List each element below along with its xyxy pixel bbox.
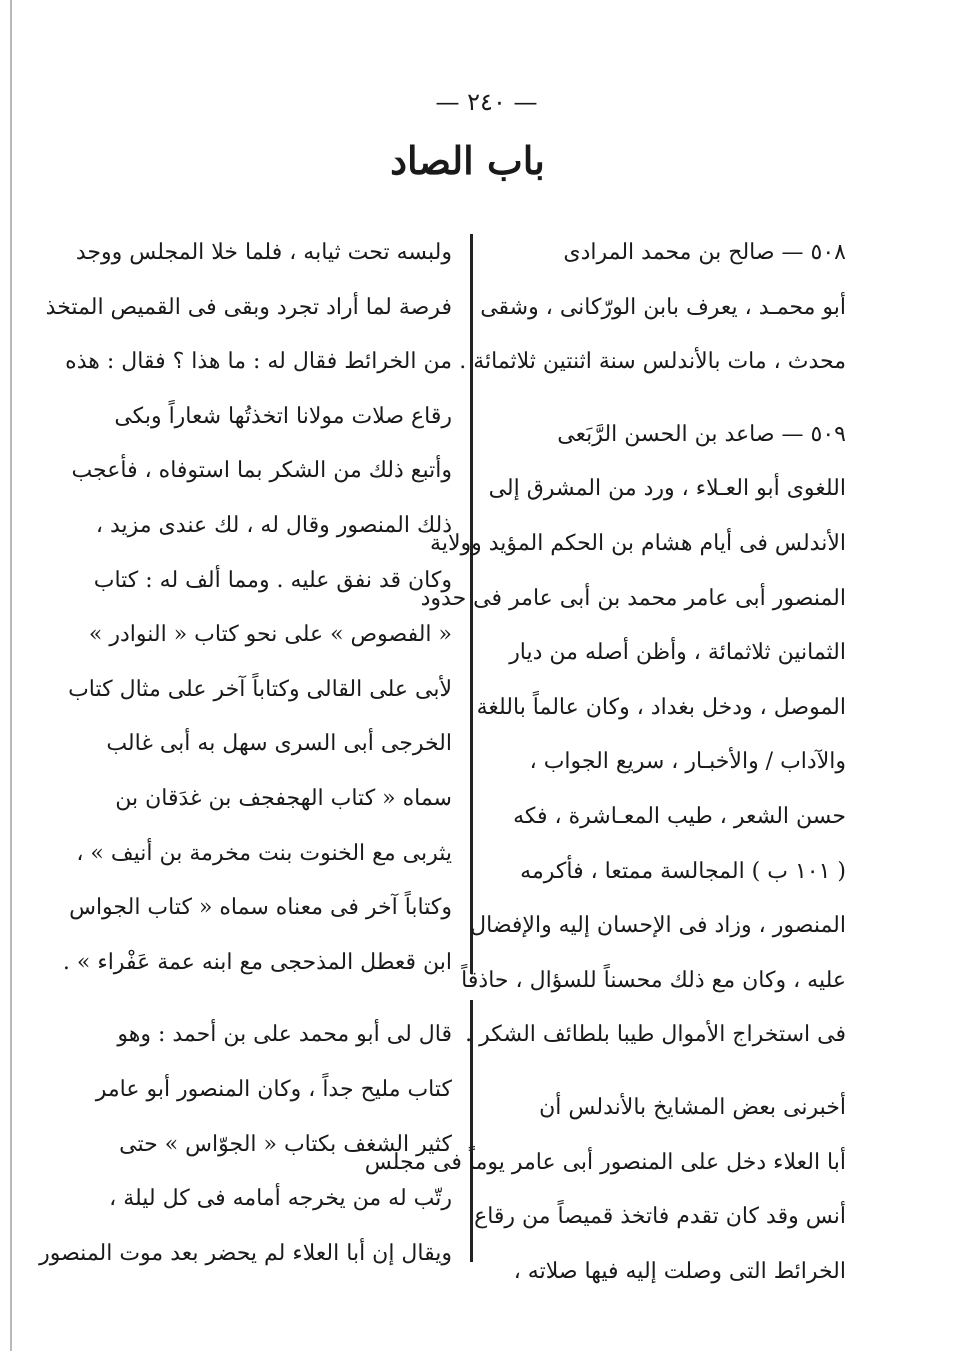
right-column bbox=[364, 226, 846, 1299]
text-line: ٥٠٩ — صاعد بن الحسن الرَّبَعى bbox=[557, 421, 846, 447]
text-line: والآداب / والأخبـار ، سريع الجواب ، bbox=[529, 749, 846, 775]
text-line: ولبسه تحت ثيابه ، فلما خلا المجلس ووجد bbox=[75, 240, 452, 265]
text-line: محدث ، مات بالأندلس سنة اثنتين ثلاثمائة . bbox=[459, 349, 846, 375]
text-line: أنس وقد كان تقدم فاتخذ قميصاً من رقاع bbox=[474, 1204, 846, 1230]
text-line: ( ١٠١ ب ) المجالسة ممتعا ، فأكرمه bbox=[520, 858, 846, 884]
text-line: وكان قد نفق عليه . ومما ألف له : كتاب bbox=[93, 567, 452, 593]
text-line: الخرجى أبى السرى سهل به أبى غالب bbox=[106, 731, 452, 757]
text-line: رتّب له من يخرجه أمامه فى كل ليلة ، bbox=[109, 1186, 452, 1212]
text-line: الثمانين ثلاثمائة ، وأظن أصله من ديار bbox=[509, 640, 846, 666]
text-line: اللغوى أبو العـلاء ، ورد من المشرق إلى bbox=[488, 476, 846, 502]
text-line: وأتبع ذلك من الشكر بما استوفاه ، فأعجب bbox=[71, 458, 452, 484]
text-line: « الفصوص » على نحو كتاب « النوادر » bbox=[88, 622, 452, 648]
text-line: كثير الشغف بكتاب « الجوّاس » حتى bbox=[119, 1131, 452, 1157]
text-line: ويقال إن أبا العلاء لم يحضر بعد موت المنصور bbox=[39, 1240, 452, 1266]
text-line: رقاع صلات مولانا اتخذتُها شعاراً وبكى bbox=[114, 403, 452, 429]
text-line: عليه ، وكان مع ذلك محسناً للسؤال ، حاذقاً bbox=[461, 967, 846, 993]
text-line: من الخرائط فقال له : ما هذا ؟ فقال : هذه bbox=[65, 349, 452, 375]
text-line: أخبرنى بعض المشايخ بالأندلس أن bbox=[539, 1094, 846, 1120]
page-edge bbox=[10, 0, 12, 1351]
text-line: أبو محمـد ، يعرف بابن الورّكانى ، وشقى bbox=[480, 294, 846, 320]
text-line: ٥٠٨ — صالح بن محمد المرادى bbox=[563, 240, 846, 265]
text-line: حسن الشعر ، طيب المعـاشرة ، فكه bbox=[513, 803, 846, 829]
text-line: ابن قعطل المذحجى مع ابنه عمة عَفْراء » . bbox=[62, 949, 452, 975]
text-line: سماه « كتاب الهجفجف بن غدَقان بن bbox=[115, 785, 452, 811]
entry-509 bbox=[420, 408, 846, 1063]
chapter-title: باب الصاد bbox=[390, 138, 545, 183]
text-line: أبا العلاء دخل على المنصور أبى عامر يوماً فى مجلس bbox=[364, 1149, 846, 1175]
text-line: ذلك المنصور وقال له ، لك عندى مزيد ، bbox=[95, 512, 452, 538]
text-line: فى استخراج الأموال طيبا بلطائف الشكر . bbox=[465, 1022, 846, 1048]
left-column bbox=[39, 226, 452, 1281]
text-line: لأبى على القالى وكتاباً آخر على مثال كتاب bbox=[68, 676, 452, 702]
text-line: المنصور ، وزاد فى الإحسان إليه والإفضال bbox=[470, 913, 846, 939]
page-number: — ٢٤٠ — bbox=[435, 88, 538, 116]
text-line: الخرائط التى وصلت إليه فيها صلاته ، bbox=[513, 1258, 846, 1284]
entry-508 bbox=[459, 226, 846, 390]
text-line: كتاب مليح جداً ، وكان المنصور أبو عامر bbox=[95, 1076, 452, 1102]
text-line: وكتاباً آخر فى معناه سماه « كتاب الجواس bbox=[69, 895, 452, 921]
text-line: الموصل ، ودخل بغداد ، وكان عالماً باللغة bbox=[476, 694, 846, 720]
text-line: فرصة لما أراد تجرد وبقى فى القميص المتخذ bbox=[45, 294, 452, 320]
text-line: يثربى مع الخنوت بنت مخرمة بن أنيف » ، bbox=[76, 840, 452, 866]
quote-paragraph bbox=[39, 1008, 452, 1281]
anecdote-paragraph bbox=[364, 1081, 846, 1299]
text-line: قال لى أبو محمد على بن أحمد : وهو bbox=[117, 1022, 452, 1048]
continued-paragraph bbox=[45, 226, 452, 990]
text-line: المنصور أبى عامر محمد بن أبى عامر فى حدود bbox=[420, 585, 846, 611]
text-line: الأندلس فى أيام هشام بن الحكم المؤيد وولاية bbox=[430, 530, 846, 556]
